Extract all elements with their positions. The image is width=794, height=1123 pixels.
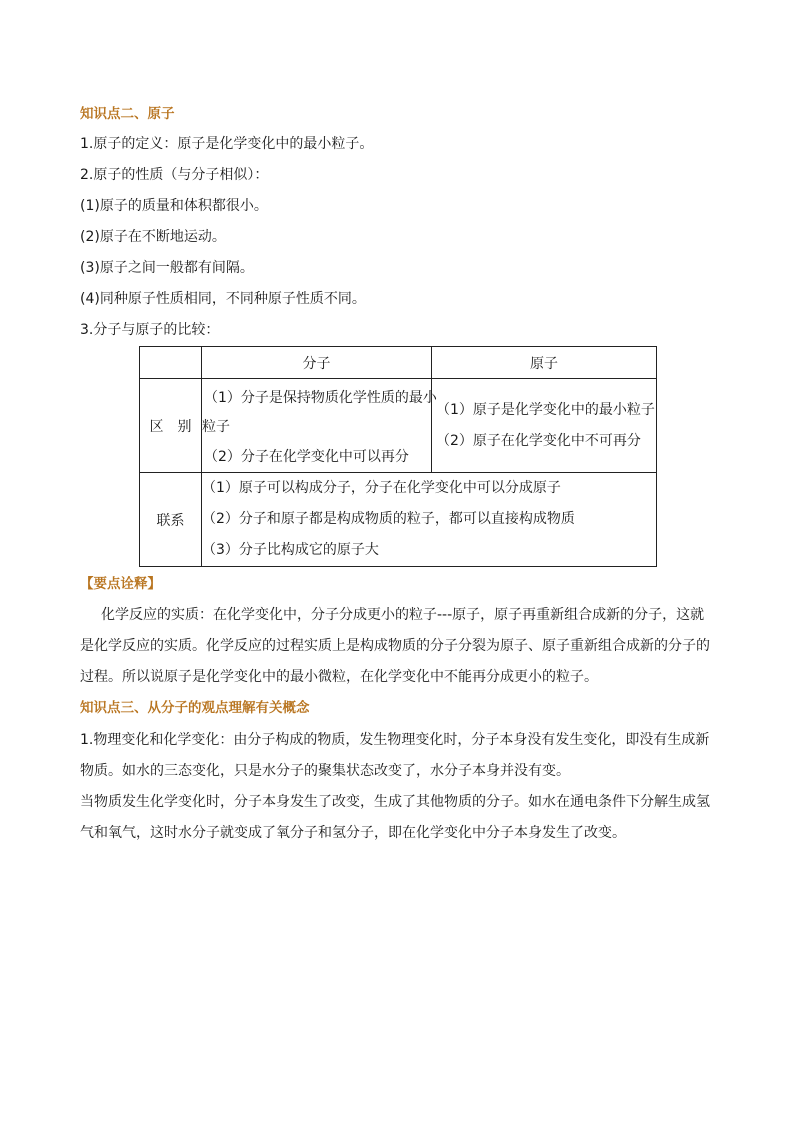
section-heading-atom: 知识点二、原子 — [80, 106, 175, 122]
atom-definition: 1.原子的定义：原子是化学变化中的最小粒子。 — [80, 136, 374, 152]
section3-line-3: 当物质发生化学变化时，分子本身发生了改变，生成了其他物质的分子。如水在通电条件下分解生成氢 — [80, 794, 710, 810]
molecule-difference-cell — [202, 379, 437, 473]
keypoints-label: 【要点诠释】 — [80, 576, 161, 592]
header-molecule: 分子 — [202, 347, 432, 379]
relation-line-1: （1）原子可以构成分子，分子在化学变化中可以分成原子 — [202, 480, 561, 496]
table-row-relation — [140, 473, 657, 567]
keypoints-line-1: 化学反应的实质：在化学变化中，分子分成更小的粒子---原子，原子再重新组合成新的分子，这就 — [101, 607, 705, 623]
molecule-diff-line-1: （1）分子是保持物质化学性质的最小 — [204, 390, 437, 406]
section3-line-1: 1.物理变化和化学变化：由分子构成的物质，发生物理变化时，分子本身没有发生变化，即没有生成新 — [80, 732, 710, 748]
atom-property-2: (2)原子在不断地运动。 — [80, 229, 226, 245]
section3-line-2: 物质。如水的三态变化，只是水分子的聚集状态改变了，水分子本身并没有变。 — [80, 763, 570, 779]
atom-diff-line-1: （1）原子是化学变化中的最小粒子 — [436, 401, 655, 418]
header-empty-cell — [140, 347, 202, 379]
molecule-diff-line-2: 粒子 — [202, 419, 230, 435]
atom-diff-line-2: （2）原子在化学变化中不可再分 — [436, 432, 641, 449]
row-label-relation: 联系 — [140, 473, 202, 567]
section-heading-molecular-view: 知识点三、从分子的观点理解有关概念 — [80, 700, 310, 716]
molecule-diff-line-3: （2）分子在化学变化中可以再分 — [204, 449, 409, 465]
header-atom: 原子 — [432, 347, 657, 379]
comparison-intro: 3.分子与原子的比较： — [80, 322, 220, 338]
relation-cell — [202, 473, 657, 567]
atom-properties-intro: 2.原子的性质（与分子相似）： — [80, 167, 269, 183]
section3-line-4: 气和氧气，这时水分子就变成了氧分子和氢分子，即在化学变化中分子本身发生了改变。 — [80, 825, 626, 841]
table-row-difference — [140, 379, 657, 473]
relation-line-2: （2）分子和原子都是构成物质的粒子，都可以直接构成物质 — [202, 511, 575, 527]
atom-property-3: (3)原子之间一般都有间隔。 — [80, 260, 254, 276]
atom-property-1: (1)原子的质量和体积都很小。 — [80, 198, 268, 214]
keypoints-line-3: 过程。所以说原子是化学变化中的最小微粒，在化学变化中不能再分成更小的粒子。 — [80, 669, 598, 685]
atom-property-4: (4)同种原子性质相同，不同种原子性质不同。 — [80, 291, 366, 307]
atom-difference-cell — [432, 379, 657, 473]
molecule-atom-comparison-table — [139, 346, 657, 567]
row-label-difference: 区 别 — [140, 379, 202, 473]
table-header-row — [140, 347, 657, 379]
relation-line-3: （3）分子比构成它的原子大 — [202, 542, 379, 558]
keypoints-line-2: 是化学反应的实质。化学反应的过程实质上是构成物质的分子分裂为原子、原子重新组合成新的分子的 — [80, 638, 710, 654]
